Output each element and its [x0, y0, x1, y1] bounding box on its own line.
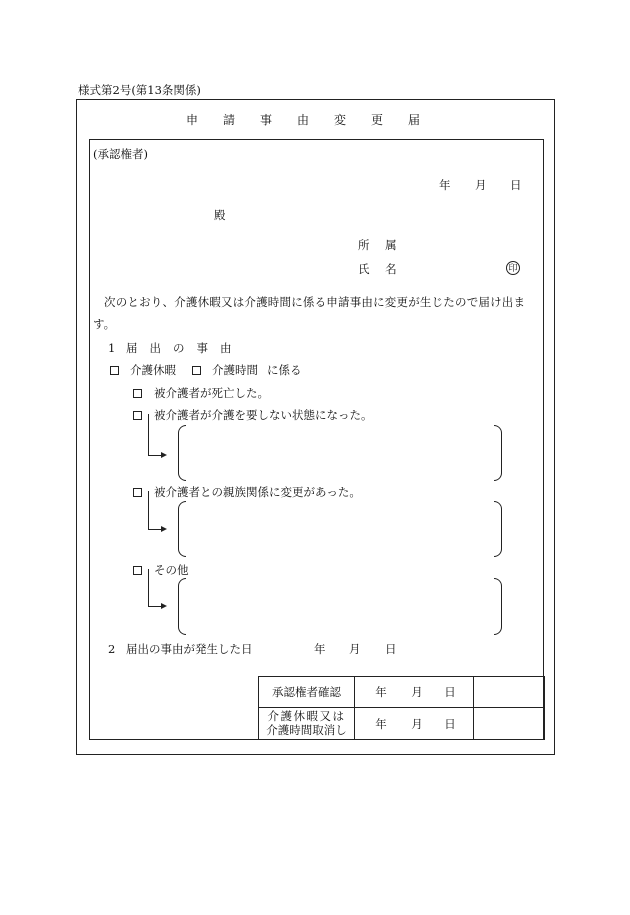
- option-label-death: 被介護者が死亡した。: [154, 386, 269, 400]
- arrow-head-no-care: [161, 452, 167, 458]
- option-checkbox-no-care[interactable]: [133, 411, 142, 420]
- approver-confirm-date[interactable]: [355, 677, 474, 708]
- approver-label: (承認権者): [93, 147, 148, 161]
- option-checkbox-other[interactable]: [133, 566, 142, 575]
- kaigo-kyuka-checkbox[interactable]: [110, 366, 119, 375]
- arrow-stem-other: [148, 569, 149, 607]
- confirmation-row-cancel: [259, 708, 545, 740]
- detail-bracket-right-no-care: [494, 425, 502, 481]
- option-checkbox-death[interactable]: [133, 389, 142, 398]
- form-title: 申請事由変更届: [185, 113, 445, 127]
- detail-field-other[interactable]: [188, 581, 490, 632]
- confirmation-row-approver: [259, 677, 545, 708]
- option-checkbox-relation[interactable]: [133, 488, 142, 497]
- arrow-head-relation: [161, 526, 167, 532]
- section2-heading: 届出の事由が発生した日: [126, 642, 253, 656]
- option-label-other: その他: [154, 563, 189, 577]
- detail-bracket-left-no-care: [178, 425, 186, 481]
- kaigo-kyuka-label: 介護休暇: [130, 363, 176, 377]
- approver-confirm-label: 承認権者確認: [259, 677, 355, 708]
- detail-bracket-left-other: [178, 578, 186, 635]
- confirmation-table: [258, 676, 545, 740]
- date-day: 日: [510, 178, 522, 192]
- approver-confirm-month: 月: [411, 685, 423, 699]
- section1-number: 1: [108, 341, 116, 355]
- section1-heading: 届出の事由: [126, 341, 244, 355]
- arrow-line-relation: [148, 529, 162, 530]
- form-number: 様式第2号(第13条関係): [78, 83, 201, 97]
- option-label-relation: 被介護者との親族関係に変更があった。: [154, 485, 361, 499]
- section2-year: 年: [314, 642, 326, 656]
- kakaru-label: に係る: [267, 363, 302, 377]
- detail-field-no-care[interactable]: [188, 428, 490, 478]
- cancel-label-line2: 介護時間取消し: [266, 722, 347, 737]
- cancel-label-line1: 介護休暇又は: [267, 708, 346, 723]
- cancel-month: 月: [411, 716, 423, 731]
- approver-confirm-seal-cell[interactable]: [474, 677, 545, 708]
- detail-bracket-right-other: [494, 578, 502, 635]
- seal-mark: 印: [506, 261, 520, 275]
- cancel-seal-cell[interactable]: [474, 708, 545, 740]
- approver-confirm-year: 年: [375, 685, 387, 699]
- detail-bracket-right-relation: [494, 501, 502, 557]
- addressee-suffix: 殿: [214, 208, 226, 222]
- cancel-date[interactable]: [355, 708, 474, 740]
- kaigo-jikan-label: 介護時間: [212, 363, 258, 377]
- cancel-day: 日: [444, 716, 456, 731]
- affiliation-label: 所 属: [358, 238, 403, 252]
- arrow-head-other: [161, 603, 167, 609]
- detail-field-relation[interactable]: [188, 504, 490, 554]
- date-year: 年: [439, 178, 451, 192]
- name-label: 氏 名: [358, 262, 403, 276]
- cancel-year: 年: [375, 716, 387, 731]
- body-text-line2: す。: [93, 317, 116, 331]
- detail-bracket-left-relation: [178, 501, 186, 557]
- kaigo-jikan-checkbox[interactable]: [192, 366, 201, 375]
- option-label-no-care: 被介護者が介護を要しない状態になった。: [154, 408, 373, 422]
- section2-number: 2: [108, 642, 116, 656]
- cancel-label: [259, 708, 355, 740]
- body-text-line1: 次のとおり、介護休暇又は介護時間に係る申請事由に変更が生じたので届け出ま: [104, 295, 526, 309]
- section2-month: 月: [349, 642, 361, 656]
- approver-confirm-day: 日: [444, 685, 456, 699]
- arrow-stem-relation: [148, 491, 149, 530]
- date-month: 月: [475, 178, 487, 192]
- arrow-line-other: [148, 606, 162, 607]
- arrow-stem-no-care: [148, 414, 149, 456]
- section2-day: 日: [385, 642, 397, 656]
- arrow-line-no-care: [148, 455, 162, 456]
